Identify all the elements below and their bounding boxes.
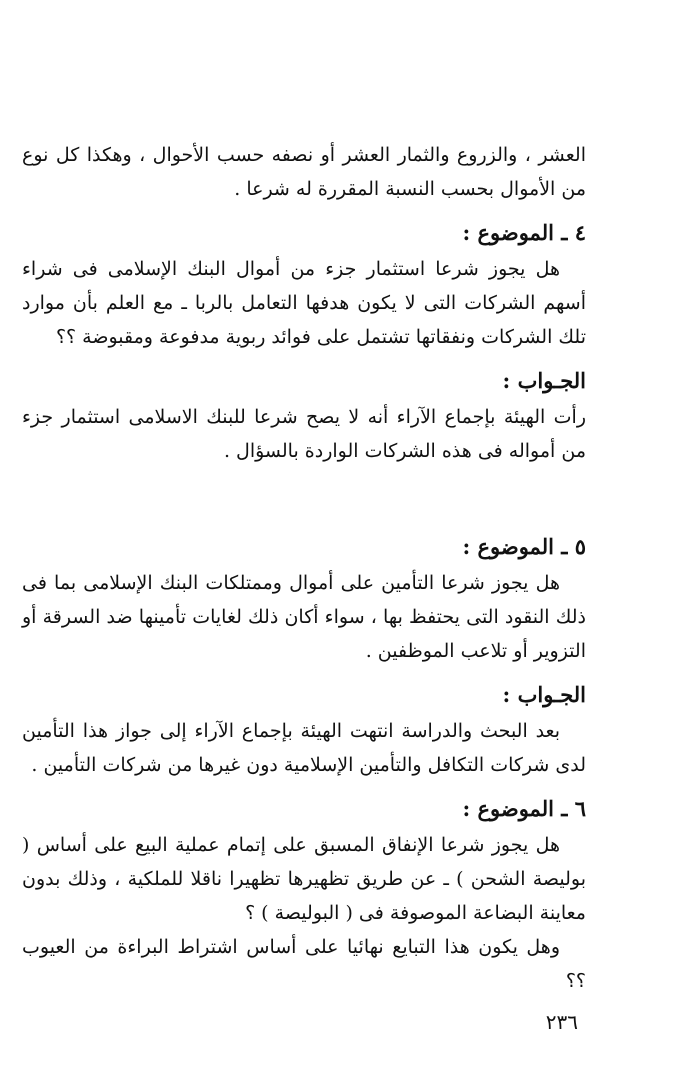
section-gap	[22, 468, 586, 520]
topic-4-heading: ٤ ـ الموضوع :	[462, 220, 586, 245]
topic-6-question: هل يجوز شرعا الإنفاق المسبق على إتمام عملية البيع على أساس ( بوليصة الشحن ) ـ عن طريق تظهيرها تظهيرا ناقلا للملكية ، وذلك بدون معاينة البضاعة الموصوفة فى ( البوليصة ) ؟	[22, 834, 586, 924]
answer-5-text: بعد البحث والدراسة انتهت الهيئة بإجماع الآراء إلى جواز هذا التأمين لدى شركات التكافل والتأمين الإسلامية دون غيرها من شركات التأمين .	[22, 720, 586, 776]
topic-4-question: هل يجوز شرعا استثمار جزء من أموال البنك الإسلامى فى شراء أسهم الشركات التى لا يكون هدفها التعامل بالربا ـ مع العلم بأن موارد تلك الشركات ونفقاتها تشتمل على فوائد ربوية مدفوعة ومقبوضة ؟؟	[22, 258, 586, 348]
topic-6-followup: وهل يكون هذا التبايع نهائيا على أساس اشتراط البراءة من العيوب ؟؟	[22, 936, 586, 992]
topic-5-question: هل يجوز شرعا التأمين على أموال وممتلكات البنك الإسلامى بما فى ذلك النقود التى يحتفظ بها ، سواء أكان ذلك لغايات تأمينها ضد السرقة أو التزوير أو تلاعب الموظفين .	[22, 572, 586, 662]
answer-4-text: رأت الهيئة بإجماع الآراء أنه لا يصح شرعا للبنك الاسلامى استثمار جزء من أمواله فى هذه الشركات الواردة بالسؤال .	[22, 406, 586, 462]
page-number: ٢٣٦	[545, 1010, 578, 1034]
topic-6-heading: ٦ ـ الموضوع :	[462, 796, 586, 821]
intro-paragraph: العشر ، والزروع والثمار العشر أو نصفه حسب الأحوال ، وهكذا كل نوع من الأموال بحسب النسبة المقررة له شرعا .	[22, 144, 586, 200]
topic-5-heading: ٥ ـ الموضوع :	[462, 534, 586, 559]
answer-5-heading: الجـواب :	[502, 682, 586, 707]
page-body	[22, 138, 586, 998]
answer-4-heading: الجـواب :	[502, 368, 586, 393]
